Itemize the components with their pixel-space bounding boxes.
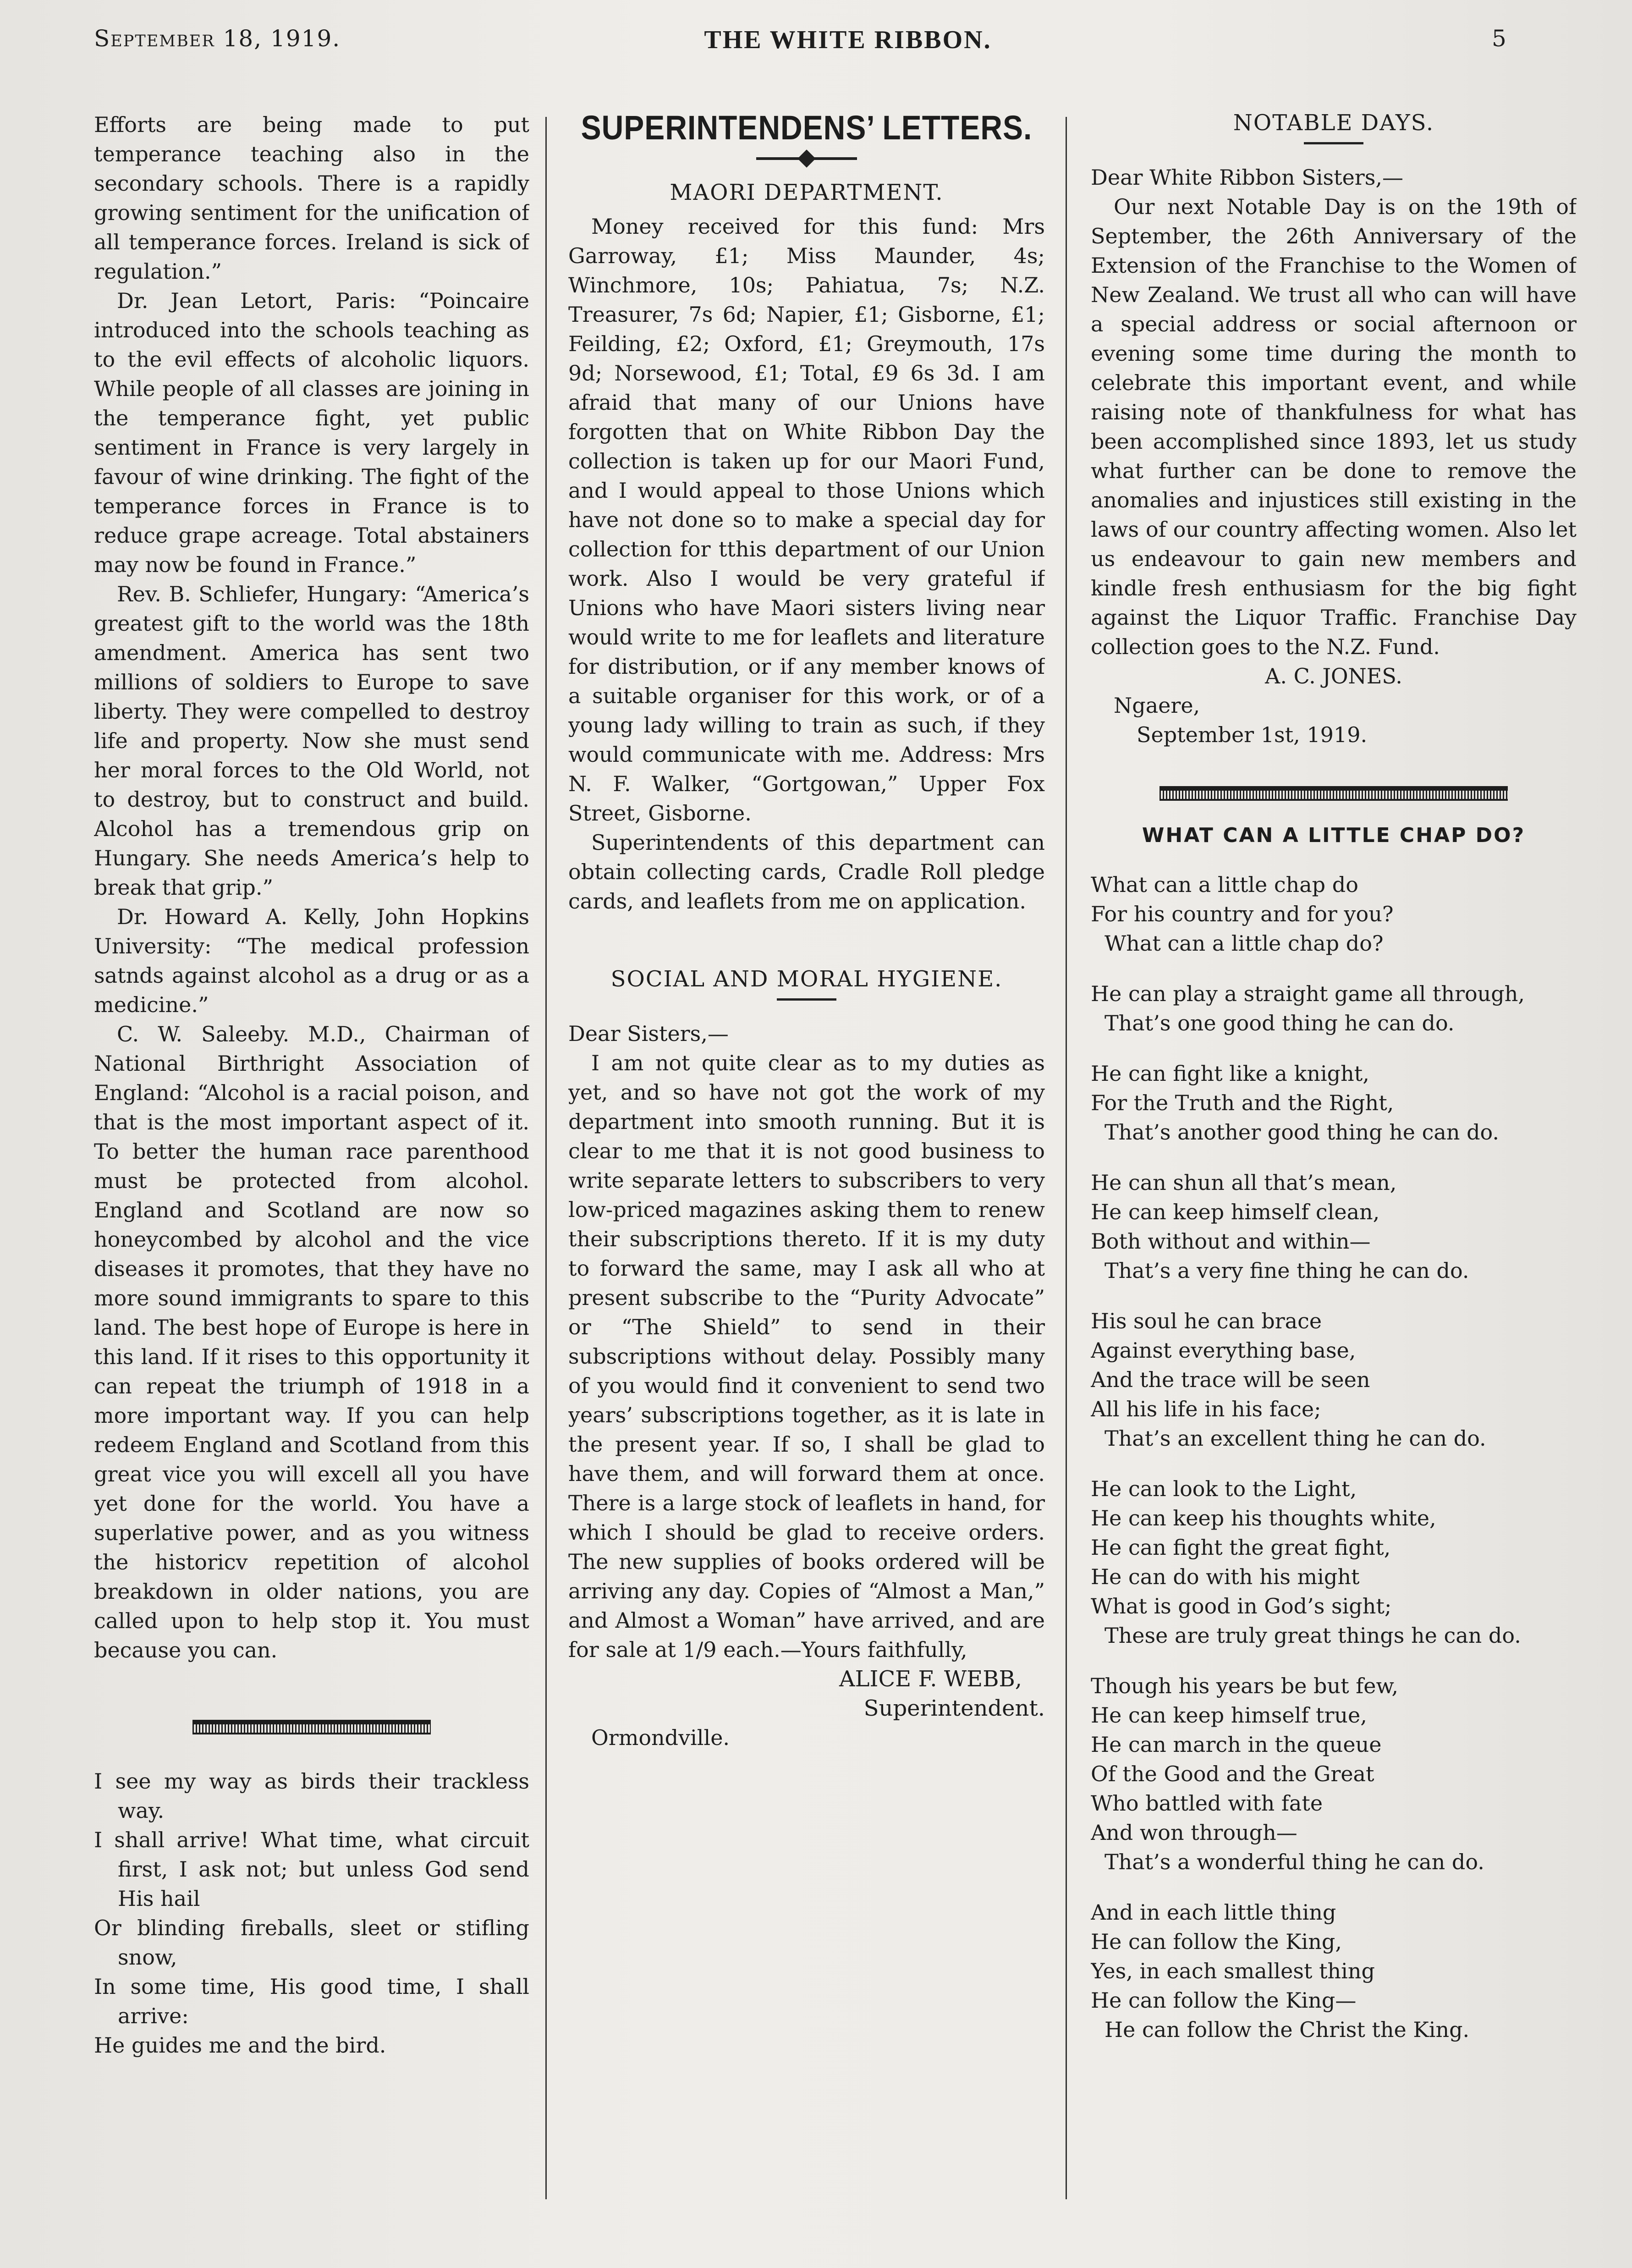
poem-line: He can keep his thoughts white, bbox=[1091, 1506, 1436, 1530]
issue-date: September 18, 1919. bbox=[94, 25, 341, 52]
stanza bbox=[1091, 979, 1577, 1038]
heading-dash bbox=[1304, 142, 1363, 144]
signature: ALICE F. WEBB, bbox=[839, 1666, 1022, 1692]
section-divider bbox=[192, 1720, 431, 1734]
poem-line: I shall arrive! What time, what circuit first, I ask not; but unless God send His hail bbox=[94, 1828, 529, 1911]
poem-line: All his life in his face; bbox=[1091, 1397, 1321, 1421]
stanza bbox=[1091, 870, 1577, 958]
column-3 bbox=[1091, 110, 1577, 2236]
place: Ngaere, bbox=[1114, 693, 1200, 718]
poem-line: He can fight the great fight, bbox=[1091, 1535, 1391, 1560]
poem-line: That’s a very fine thing he can do. bbox=[1104, 1258, 1469, 1283]
poem-title: WHAT CAN A LITTLE CHAP DO? bbox=[1142, 824, 1526, 847]
salutation: Dear Sisters,— bbox=[568, 1021, 729, 1046]
section-divider bbox=[1159, 786, 1508, 801]
notable-days-heading: NOTABLE DAYS. bbox=[1233, 110, 1434, 136]
ornament-divider bbox=[756, 149, 857, 168]
publication-title: THE WHITE RIBBON. bbox=[704, 26, 992, 54]
poem-line: What is good in God’s sight; bbox=[1091, 1594, 1392, 1618]
paragraph: Dr. Howard A. Kelly, John Hopkins University: “The medical profession satnds against alcohol as a drug or as a medicine.” bbox=[94, 904, 529, 1017]
paragraph: Efforts are being made to put temperance teaching also in the secondary schools. There is a rapidly growing sentiment for the unification of all temperance forces. Ireland is sick of regulation.” bbox=[94, 112, 529, 284]
poem-line: Both without and within— bbox=[1091, 1229, 1371, 1254]
signature-title: Superintendent. bbox=[863, 1695, 1045, 1721]
poem-line: He can keep himself true, bbox=[1091, 1703, 1367, 1728]
poem-line: Yes, in each smallest thing bbox=[1091, 1959, 1375, 1983]
poem-line: He can march in the queue bbox=[1091, 1732, 1382, 1757]
salutation: Dear White Ribbon Sisters,— bbox=[1091, 165, 1404, 190]
poem-line: He can follow the King, bbox=[1091, 1929, 1342, 1954]
paragraph: Dr. Jean Letort, Paris: “Poincaire introduced into the schools teaching as to the evil effects of alcoholic liquors. While people of all classes are joining in the temperance fight, yet public sentiment in France is very largely in favour of wine drinking. The fight of the temperance forces in France is to reduce grape acreage. Total abstainers may now be found in France.” bbox=[94, 288, 529, 577]
poem-line: He can do with his might bbox=[1091, 1564, 1360, 1589]
maori-department-heading: MAORI DEPARTMENT. bbox=[670, 180, 944, 205]
poem-line: He can play a straight game all through, bbox=[1091, 981, 1525, 1006]
poem-line: Of the Good and the Great bbox=[1091, 1762, 1374, 1786]
poem-line: That’s one good thing he can do. bbox=[1104, 1011, 1455, 1035]
poem-line: Or blinding fireballs, sleet or stifling snow, bbox=[94, 1916, 529, 1970]
paragraph: Our next Notable Day is on the 19th of September, the 26th Anniversary of the Extension of the Franchise to the Women of New Zealand. We trust all who can will have a special address or social afternoon or evening some time during the month to celebrate this important event, and while raising note of thankfulness for what has been accomplished since 1893, let us study what further can be done to remove the anomalies and injustices still existing in the laws of our country affecting women. Also let us endeavour to gain new members and kindle fresh enthusiasm for the big fight against the Liquor Traffic. Franchise Day collection goes to the N.Z. Fund. bbox=[1091, 194, 1577, 659]
paragraph: Rev. B. Schliefer, Hungary: “America’s greatest gift to the world was the 18th amendment. America has sent two millions of soldiers to Europe to save liberty. They were compelled to destroy life and property. Now she must send her moral forces to the Old World, not to destroy, but to construct and build. Alcohol has a tremendous grip on Hungary. She needs America’s help to break that grip.” bbox=[94, 582, 529, 900]
poem-line: He can fight like a knight, bbox=[1091, 1061, 1369, 1086]
paragraph: I am not quite clear as to my duties as yet, and so have not got the work of my department into smooth running. But it is clear to me that it is not good business to write separate letters to subscribers to very low-priced magazines asking them to renew their subscriptions thereto. If it is my duty to forward the same, may I ask all who at present subscribe to the “Purity Advocate” or “The Shield” to send in their subscriptions without delay. Possibly many of you would find it convenient to send two years’ subscriptions together, as it is late in the present year. If so, I shall be glad to have them, and will forward them at once. There is a large stock of leaflets in hand, for which I should be glad to receive orders. The new supplies of books ordered will be arriving any day. Copies of “Almost a Man,” and Almost a Woman” have arrived, and are for sale at 1/9 each.—Yours faithfully, bbox=[568, 1051, 1045, 1662]
poem-line: In some time, His good time, I shall arrive: bbox=[94, 1974, 529, 2028]
poem-line: He can follow the Christ the King. bbox=[1104, 2017, 1470, 2042]
column-2 bbox=[568, 110, 1045, 2236]
poem-line: He can keep himself clean, bbox=[1091, 1200, 1380, 1224]
poem-line: He can shun all that’s mean, bbox=[1091, 1170, 1397, 1195]
column-rule bbox=[1066, 117, 1067, 2199]
poem-line: What can a little chap do bbox=[1091, 872, 1358, 897]
closing-poem bbox=[94, 1767, 529, 2060]
poem-line: That’s another good thing he can do. bbox=[1104, 1120, 1500, 1145]
poem-line: Though his years be but few, bbox=[1091, 1673, 1398, 1698]
poem-line: For the Truth and the Right, bbox=[1091, 1090, 1394, 1115]
column-rule bbox=[545, 117, 547, 2199]
poem-line: And in each little thing bbox=[1091, 1900, 1336, 1925]
stanza bbox=[1091, 1059, 1577, 1147]
stanza bbox=[1091, 1671, 1577, 1877]
page-number: 5 bbox=[1492, 25, 1507, 52]
heading-dash bbox=[777, 998, 836, 1001]
poem-line: He can follow the King— bbox=[1091, 1988, 1357, 2013]
poem-line: That’s an excellent thing he can do. bbox=[1104, 1426, 1486, 1451]
poem-line: And won through— bbox=[1091, 1820, 1297, 1845]
stanza bbox=[1091, 1306, 1577, 1453]
poem-line: His soul he can brace bbox=[1091, 1309, 1322, 1333]
poem-line: He can look to the Light, bbox=[1091, 1476, 1357, 1501]
hygiene-heading: SOCIAL AND MORAL HYGIENE. bbox=[610, 966, 1003, 992]
poem-line: Against everything base, bbox=[1091, 1338, 1356, 1363]
stanza bbox=[1091, 1474, 1577, 1650]
poem-line: These are truly great things he can do. bbox=[1104, 1623, 1521, 1648]
stanza bbox=[1091, 1168, 1577, 1285]
column-1 bbox=[94, 110, 529, 2236]
poem-line: And the trace will be seen bbox=[1091, 1367, 1370, 1392]
stanza bbox=[1091, 1898, 1577, 2044]
poem-line: I see my way as birds their trackless way. bbox=[94, 1769, 529, 1823]
poem-line: What can a little chap do? bbox=[1104, 931, 1384, 956]
poem-line: That’s a wonderful thing he can do. bbox=[1104, 1850, 1484, 1874]
signature: A. C. JONES. bbox=[1265, 664, 1402, 688]
paragraph: C. W. Saleeby. M.D., Chairman of National Birthright Association of England: “Alcohol is a racial poison, and that is the most important aspect of it. To better the human race parenthood must be protected from alcohol. England and Scotland are now so honeycombed by alcohol and the vice diseases it promotes, that they have no more sound immigrants to spare to this land. The best hope of Europe is here in this land. If it rises to this opportunity it can repeat the triumph of 1918 in a more important way. If you can help redeem England and Scotland from this great vice you will excell all you have yet done for the world. You have a superlative power, and as you witness the historicv repetition of alcohol breakdown in older nations, you are called upon to help stop it. You must because you can. bbox=[94, 1022, 529, 1662]
poem bbox=[1091, 870, 1577, 2044]
poem-line: Who battled with fate bbox=[1091, 1791, 1323, 1816]
poem-line: He guides me and the bird. bbox=[94, 2033, 386, 2058]
paragraph: Money received for this fund: Mrs Garroway, £1; Miss Maunder, 4s; Winchmore, 10s; Pahiatua, 7s; N.Z. Treasurer, 7s 6d; Napier, £1; Gisborne, £1; Feilding, £2; Oxford, £1; Greymouth, 17s 9d; Norsewood, £1; Total, £9 6s 3d. I am afraid that many of our Unions have forgotten that on White Ribbon Day the collection is taken up for our Maori Fund, and I would appeal to those Unions which have not done so to make a special day for collection for tthis department of our Union work. Also I would be very grateful if Unions who have Maori sisters living near would write to me for leaflets and literature for distribution, or if any member knows of a suitable organiser for this work, or of a young lady willing to train as such, if they would communicate with me. Address: Mrs N. F. Walker, “Gortgowan,” Upper Fox Street, Gisborne. bbox=[568, 214, 1045, 826]
place: Ormondville. bbox=[591, 1725, 730, 1750]
section-title: SUPERINTENDENS’ LETTERS. bbox=[581, 110, 1033, 147]
letter-date: September 1st, 1919. bbox=[1137, 722, 1368, 747]
paragraph: Superintendents of this department can obtain collecting cards, Cradle Roll pledge cards, and leaflets from me on application. bbox=[568, 830, 1045, 914]
poem-line: For his country and for you? bbox=[1091, 902, 1394, 926]
